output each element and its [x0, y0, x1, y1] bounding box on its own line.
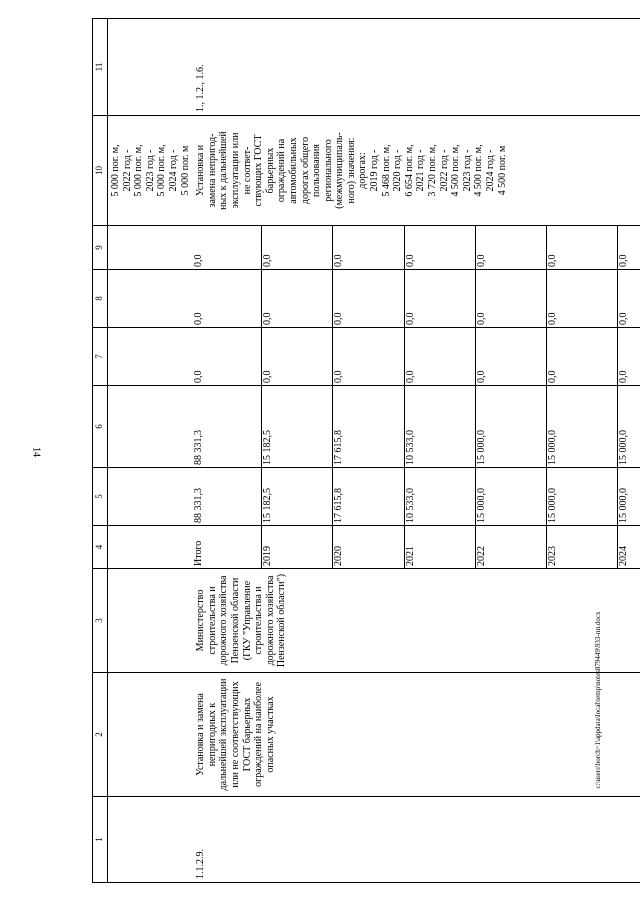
funding-col8: 0,0 0,0 0,0 0,0 0,0 0,0 0,0 — [193, 270, 640, 328]
years-cell: Итого 2019 2020 2021 2022 2023 2024 — [193, 526, 640, 569]
header-row — [93, 19, 108, 883]
funding-col7: 0,0 0,0 0,0 0,0 0,0 0,0 0,0 — [193, 328, 640, 386]
funding-regional: 88 331,3 15 182,5 17 615,8 10 533,0 15 000,0 15 000,0 15 000,0 — [193, 386, 640, 468]
indicator-links: 1., 1.2., 1.6. — [193, 19, 640, 116]
col-header: 8 — [93, 270, 108, 328]
col-header: 5 — [93, 468, 108, 526]
funding-total: 88 331,3 15 182,5 17 615,8 10 533,0 15 000,0 15 000,0 15 000,0 — [193, 468, 640, 526]
row-number: 1.1.2.9. — [193, 797, 640, 883]
funding-col9: 0,0 0,0 0,0 0,0 0,0 0,0 0,0 — [193, 226, 640, 270]
col-header: 1 — [93, 797, 108, 883]
col-header: 10 — [93, 116, 108, 226]
col-header: 9 — [93, 226, 108, 270]
table-row — [108, 19, 194, 883]
page-number: 14 — [30, 447, 42, 457]
executor: Министерство строительства и дорожного хозяйства Пензенской области (ГКУ "Управление строительства и дорожного хозяйства Пензенской области") — [193, 569, 640, 673]
table-row — [193, 19, 640, 883]
col-header: 7 — [93, 328, 108, 386]
col-header: 11 — [93, 19, 108, 116]
col-header: 4 — [93, 526, 108, 569]
col-header: 6 — [93, 386, 108, 468]
col-header: 2 — [93, 673, 108, 797]
prev-row-targets: 5 000 пог. м, 2022 год - 5 000 пог. м, 2023 год - 5 000 пог. м, 2024 год - 5 000 пог. м — [108, 116, 194, 226]
program-table — [92, 18, 640, 883]
col-header: 3 — [93, 569, 108, 673]
target-indicators: Установка и замена непригод- ных к дальнейшей эксплуатации или не соответ- ствующих ГОСТ барьерных ограждений на автомобильных дорогах общего пользования регионального (межмуниципаль- ного) значения: дорогах: 2019 год - 5 468 пог. м, 2020 год - 6 654 пог. м, 2021 год - 3 720 пог. м, 2022 год - 4 500 пог. м, 2023 год - 4 500 пог. м, 2024 год - 4 500 пог. м — [193, 116, 640, 226]
footer-file-path: c:\users\borch~1\appdata\local\temp\notes879449\933-пп.docx — [594, 611, 602, 789]
activity-name: Установка и замена непригодных к дальнейшей эксплуатации или не соответствующих ГОСТ барьерных ограждений на наиболее опасных участках — [193, 673, 640, 797]
